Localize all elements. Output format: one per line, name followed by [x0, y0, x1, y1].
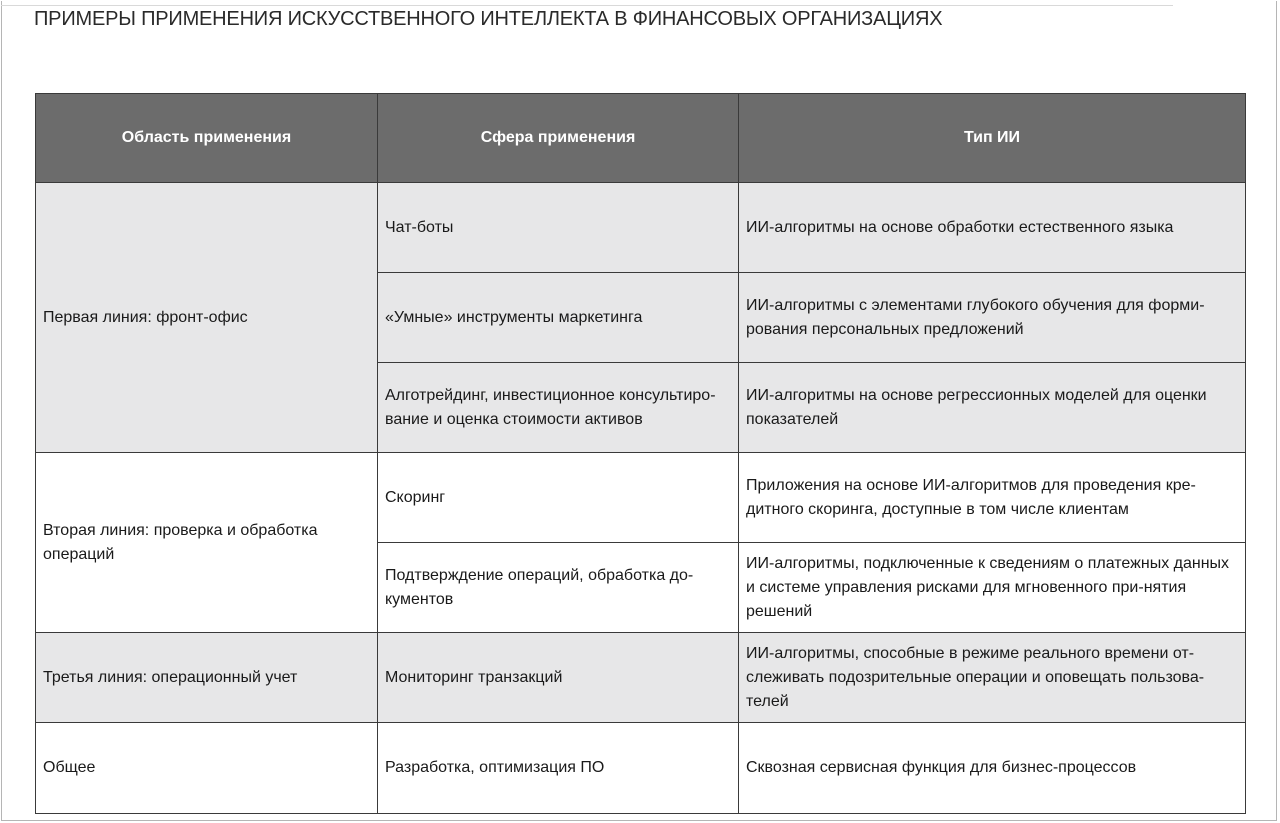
sphere-cell: Мониторинг транзакций — [378, 633, 739, 723]
sphere-cell: Чат-боты — [378, 183, 739, 273]
ai-type-cell: ИИ-алгоритмы с элементами глубокого обучения для форми-рования персональных предложений — [739, 273, 1246, 363]
table-row — [36, 183, 1246, 273]
sphere-cell: Скоринг — [378, 453, 739, 543]
sphere-cell: Алготрейдинг, инвестиционное консультиро-вание и оценка стоимости активов — [378, 363, 739, 453]
sphere-cell: «Умные» инструменты маркетинга — [378, 273, 739, 363]
document-title: ПРИМЕРЫ ПРИМЕНЕНИЯ ИСКУССТВЕННОГО ИНТЕЛЛЕКТА В ФИНАНСОВЫХ ОРГАНИЗАЦИЯХ — [34, 8, 943, 30]
area-cell: Общее — [36, 723, 378, 814]
table-row — [36, 453, 1246, 543]
table-row — [36, 633, 1246, 723]
ai-type-cell: ИИ-алгоритмы, подключенные к сведениям о платежных данных и системе управления рисками для мгновенного при-нятия решений — [739, 543, 1246, 633]
area-cell: Вторая линия: проверка и обработка операций — [36, 453, 378, 633]
area-cell: Первая линия: фронт-офис — [36, 183, 378, 453]
sphere-cell: Разработка, оптимизация ПО — [378, 723, 739, 814]
ai-type-cell: ИИ-алгоритмы на основе регрессионных моделей для оценки показателей — [739, 363, 1246, 453]
ai-type-cell: Приложения на основе ИИ-алгоритмов для проведения кре-дитного скоринга, доступные в том числе клиентам — [739, 453, 1246, 543]
table-header-row — [36, 94, 1246, 183]
ai-type-cell: ИИ-алгоритмы, способные в режиме реального времени от-слеживать подозрительные операции и оповещать пользова-телей — [739, 633, 1246, 723]
sphere-cell: Подтверждение операций, обработка до-кументов — [378, 543, 739, 633]
header-ai-type: Тип ИИ — [739, 94, 1246, 183]
area-cell: Третья линия: операционный учет — [36, 633, 378, 723]
ai-type-cell: ИИ-алгоритмы на основе обработки естественного языка — [739, 183, 1246, 273]
header-area: Область применения — [36, 94, 378, 183]
ai-type-cell: Сквозная сервисная функция для бизнес-процессов — [739, 723, 1246, 814]
table-row — [36, 723, 1246, 814]
header-sphere: Сфера применения — [378, 94, 739, 183]
ai-applications-table — [35, 93, 1246, 814]
top-rule — [1, 5, 1173, 6]
